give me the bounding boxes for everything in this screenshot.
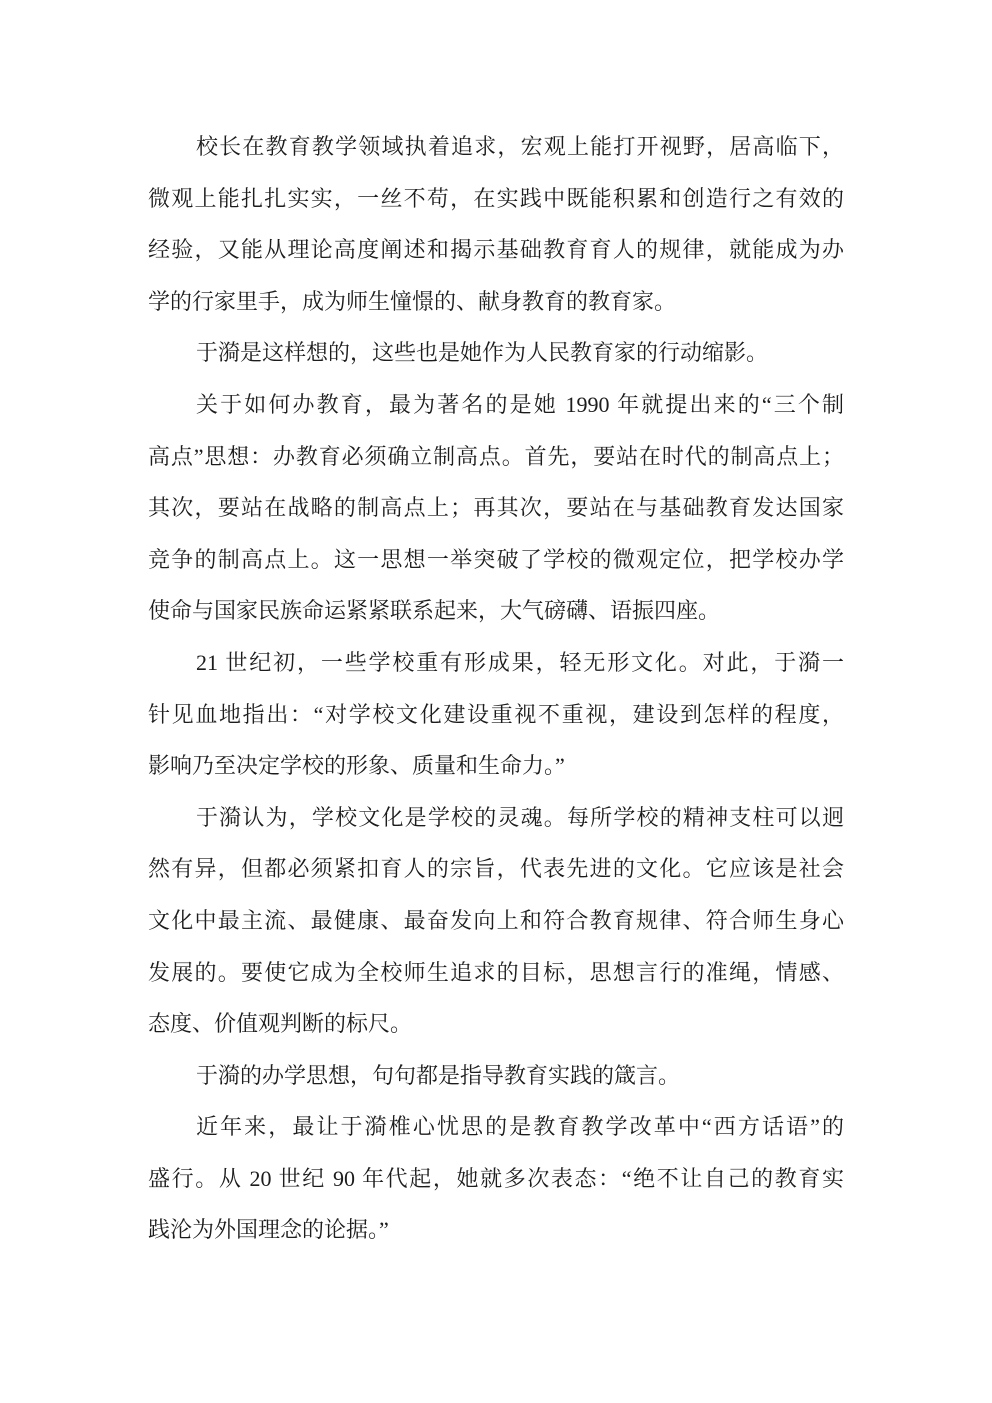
text-line: 盛行。从 20 世纪 90 年代起，她就多次表态：“绝不让自己的教育实 bbox=[148, 1165, 844, 1191]
text-line: 践沦为外国理念的论据。” bbox=[148, 1217, 389, 1243]
paragraph bbox=[148, 1101, 844, 1256]
text-line: 影响乃至决定学校的形象、质量和生命力。” bbox=[148, 753, 565, 779]
text-line: 针见血地指出：“对学校文化建设重视不重视，建设到怎样的程度， bbox=[148, 701, 844, 727]
text-line: 然有异，但都必须紧扣育人的宗旨，代表先进的文化。它应该是社会 bbox=[148, 856, 844, 882]
paragraph bbox=[148, 792, 844, 1050]
text-line: 态度、价值观判断的标尺。 bbox=[148, 1011, 413, 1037]
text-line: 发展的。要使它成为全校师生追求的目标，思想言行的准绳，情感、 bbox=[148, 959, 844, 985]
text-line: 学的行家里手，成为师生憧憬的、献身教育的教育家。 bbox=[148, 288, 677, 314]
paragraph bbox=[148, 637, 844, 792]
paragraph bbox=[148, 1050, 844, 1102]
text-line: 校长在教育教学领域执着追求，宏观上能打开视野，居高临下， bbox=[196, 134, 844, 159]
paragraph bbox=[148, 327, 844, 379]
text-line: 高点”思想：办教育必须确立制高点。首先，要站在时代的制高点上； bbox=[148, 443, 844, 469]
text-line: 于漪是这样想的，这些也是她作为人民教育家的行动缩影。 bbox=[196, 340, 769, 366]
text-line: 21 世纪初，一些学校重有形成果，轻无形文化。对此，于漪一 bbox=[196, 649, 844, 675]
text-line: 于漪的办学思想，句句都是指导教育实践的箴言。 bbox=[196, 1062, 681, 1088]
article-body bbox=[148, 121, 844, 1256]
text-line: 近年来，最让于漪椎心忧思的是教育教学改革中“西方话语”的 bbox=[196, 1114, 844, 1140]
text-line: 经验，又能从理论高度阐述和揭示基础教育育人的规律，就能成为办 bbox=[148, 237, 844, 263]
text-line: 其次，要站在战略的制高点上；再其次，要站在与基础教育发达国家 bbox=[148, 495, 844, 521]
paragraph bbox=[148, 121, 844, 327]
text-line: 文化中最主流、最健康、最奋发向上和符合教育规律、符合师生身心 bbox=[148, 907, 844, 933]
paragraph bbox=[148, 379, 844, 637]
text-line: 使命与国家民族命运紧紧联系起来，大气磅礴、语振四座。 bbox=[148, 598, 721, 624]
text-line: 微观上能扎扎实实，一丝不苟，在实践中既能积累和创造行之有效的 bbox=[148, 185, 844, 211]
text-line: 于漪认为，学校文化是学校的灵魂。每所学校的精神支柱可以迥 bbox=[196, 804, 844, 830]
text-line: 关于如何办教育，最为著名的是她 1990 年就提出来的“三个制 bbox=[196, 391, 844, 417]
text-line: 竞争的制高点上。这一思想一举突破了学校的微观定位，把学校办学 bbox=[148, 546, 844, 572]
